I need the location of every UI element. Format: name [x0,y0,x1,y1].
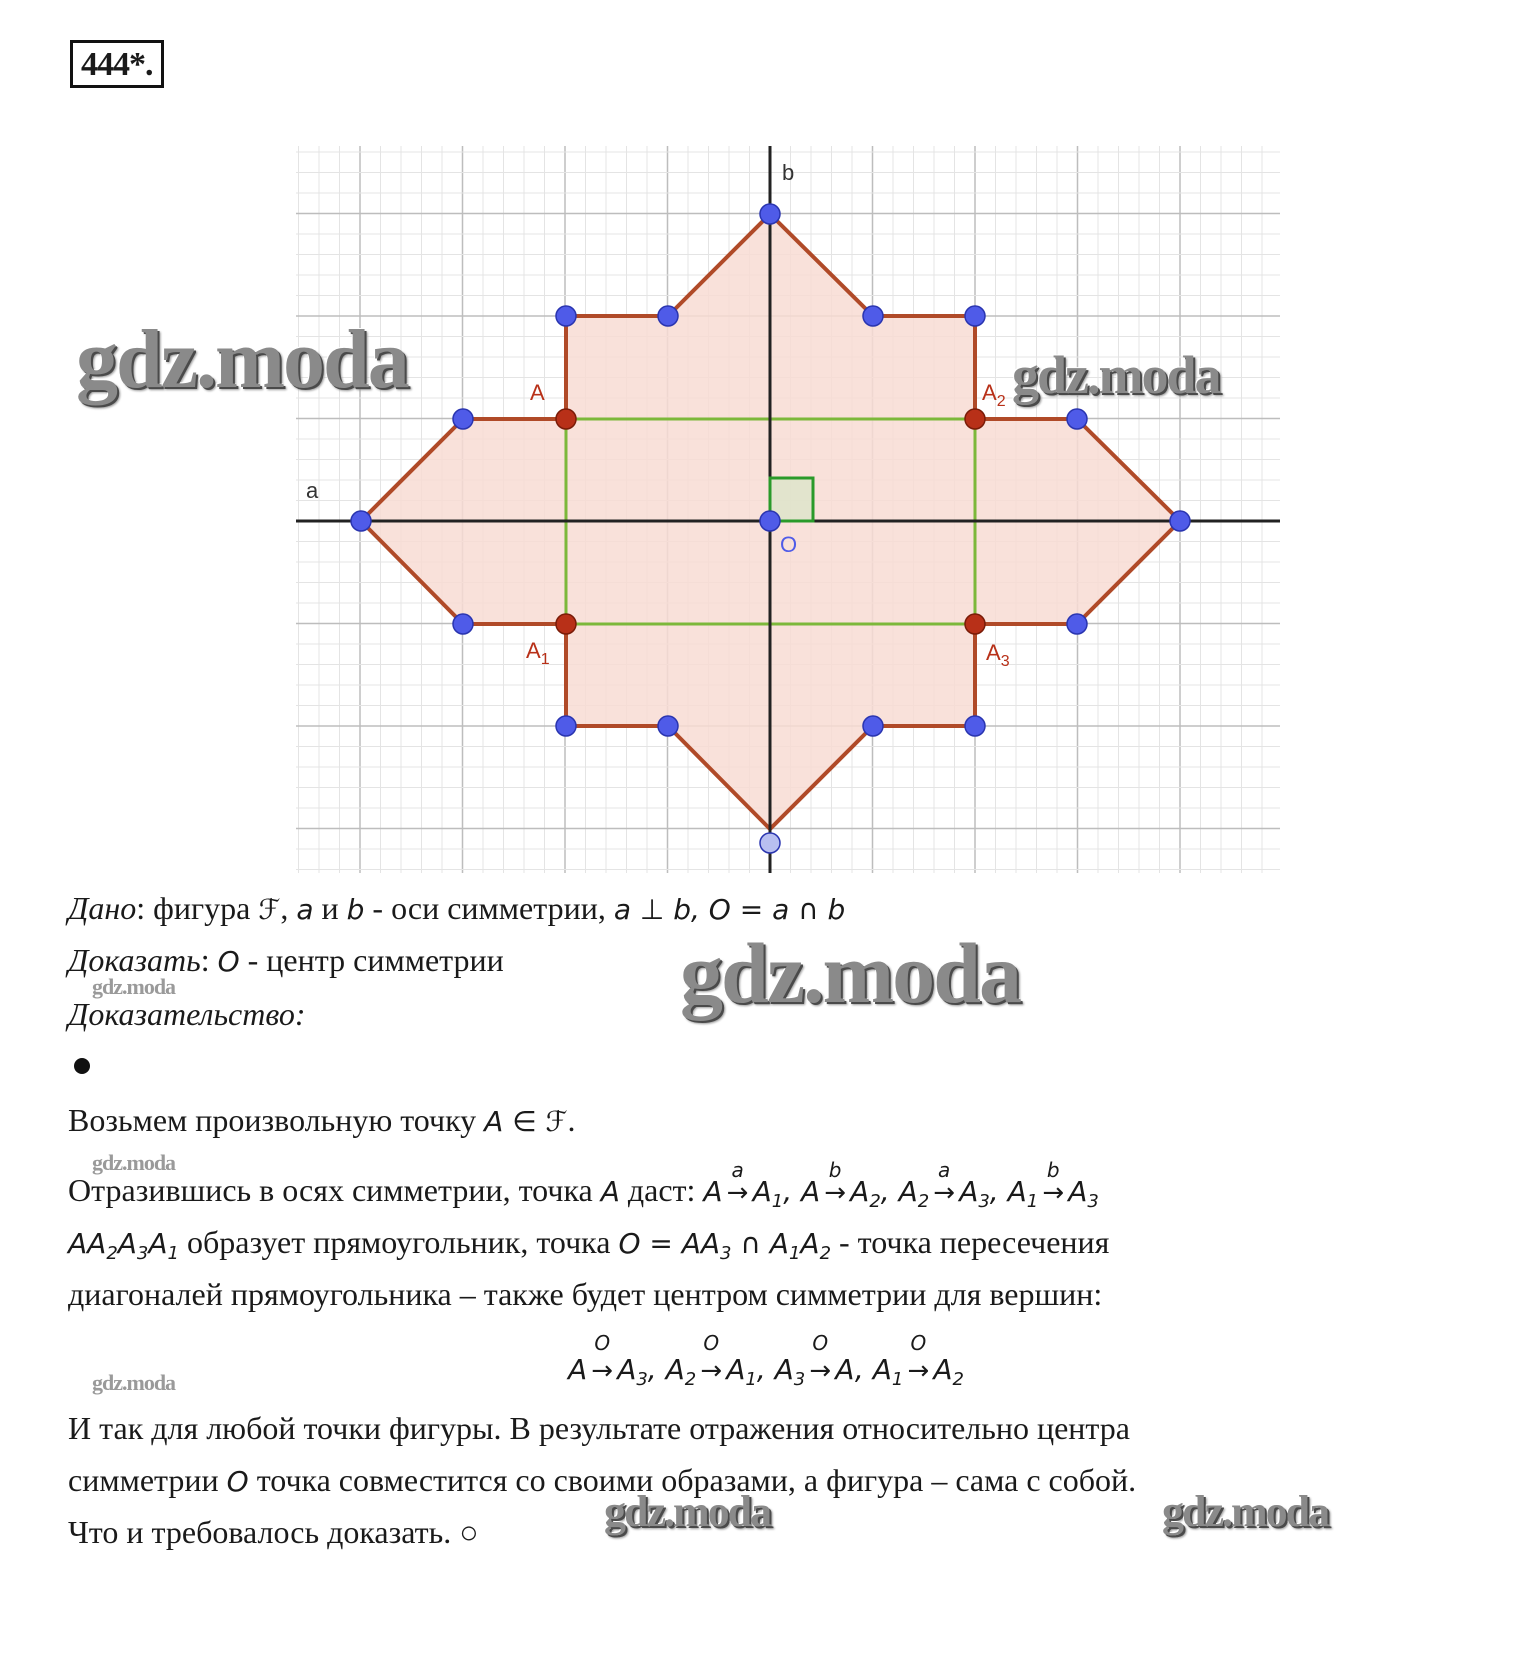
take-point-text: Возьмем произвольную точку [68,1102,485,1138]
label-A: A [530,380,545,405]
center-symbol: O [217,945,240,978]
given-line [68,888,845,930]
given-text: : фигура [136,890,259,926]
axis-a-label: a [306,478,319,503]
vertex-point [760,204,780,224]
center-label: O [780,532,798,557]
take-point-text: . [567,1102,576,1138]
vertex-point [1067,409,1087,429]
watermark: gdz.moda [92,1150,176,1175]
axis-b-label: b [782,160,795,185]
rect-math: $AA_2A_3A_1$ [68,1227,179,1264]
vertex-point [658,716,678,736]
given-text: - оси симметрии, [364,890,614,926]
rect-text: - точка пересечения [831,1224,1110,1260]
reflect-math: A a → $A_1$, A b → $A_2$, $A_2$ a → $A_3$, $A_1$ b → $A_3$ [703,1158,1099,1212]
perp-math: a ⊥ b, O = a ∩ b [613,893,846,926]
problem-number: 444*. [70,40,164,88]
prove-text: : [200,942,218,978]
vertex-point [965,306,985,326]
take-point-math: A ∈ ℱ [484,1105,568,1138]
prove-text: - центр симметрии [239,942,504,978]
watermark: gdz.moda [92,1370,176,1395]
axis-symbol-b: b [346,893,365,926]
figure-symbol: ℱ [258,893,281,926]
axis-symbol-a: a [296,893,314,926]
qed-line: Что и требовалось доказать. ○ [68,1514,479,1550]
watermark: gdz.moda [1162,1487,1329,1536]
center-point-O [760,511,780,531]
label-A2: $A_2$ [982,380,1006,410]
vertex-point [556,306,576,326]
center-mapping-math: A O → $A_3$, $A_2$ O → $A_1$, $A_3$ O → A, $A_1$ O → $A_2$ [568,1331,964,1390]
prove-label: Доказать [68,942,201,978]
vertex-point [453,409,473,429]
proof-label: Доказательство: [68,996,306,1032]
vertex-point [863,716,883,736]
center-text: точка совместится со своими образами, а фигура – сама с собой. [248,1462,1137,1498]
rect-text: образует прямоугольник, точка [178,1224,619,1260]
point-A3 [965,614,985,634]
vertex-point [1170,511,1190,531]
watermark: gdz.moda [604,1487,771,1536]
vertex-point [658,306,678,326]
label-A1: $A_1$ [526,638,550,668]
center-symbol: O [226,1465,249,1498]
vertex-point [351,511,371,531]
diagonal-line: диагоналей прямоугольника – также будет центром симметрии для вершин: [68,1276,1103,1312]
vertex-point [556,716,576,736]
take-point-line [68,1100,576,1142]
given-text: и [313,890,347,926]
given-text: , [280,890,297,926]
center-text: симметрии [68,1462,227,1498]
bullet [74,1058,90,1074]
watermark: gdz.moda [680,925,1020,1021]
reflect-point: A [600,1175,620,1208]
vertex-point [453,614,473,634]
center-line [68,1460,1136,1502]
every-point-line: И так для любой точки фигуры. В результате отражения относительно центра [68,1410,1130,1446]
reflect-text: Отразившись в осях симметрии, точка [68,1172,601,1208]
vertex-point [863,306,883,326]
vertex-point [760,833,780,853]
given-label: Дано [68,890,137,926]
reflect-text: даст: [619,1172,704,1208]
watermark: gdz.moda [76,313,408,406]
point-A1 [556,614,576,634]
rectangle-line [68,1222,1109,1274]
watermark: gdz.moda [1012,345,1220,405]
vertex-point [1067,614,1087,634]
label-A3: $A_3$ [986,640,1010,670]
point-A2 [965,409,985,429]
vertex-point [965,716,985,736]
watermark: gdz.moda [92,974,176,999]
intersection-math: $O = AA_3$ ∩ $A_1A_2$ [618,1227,832,1264]
point-A [556,409,576,429]
